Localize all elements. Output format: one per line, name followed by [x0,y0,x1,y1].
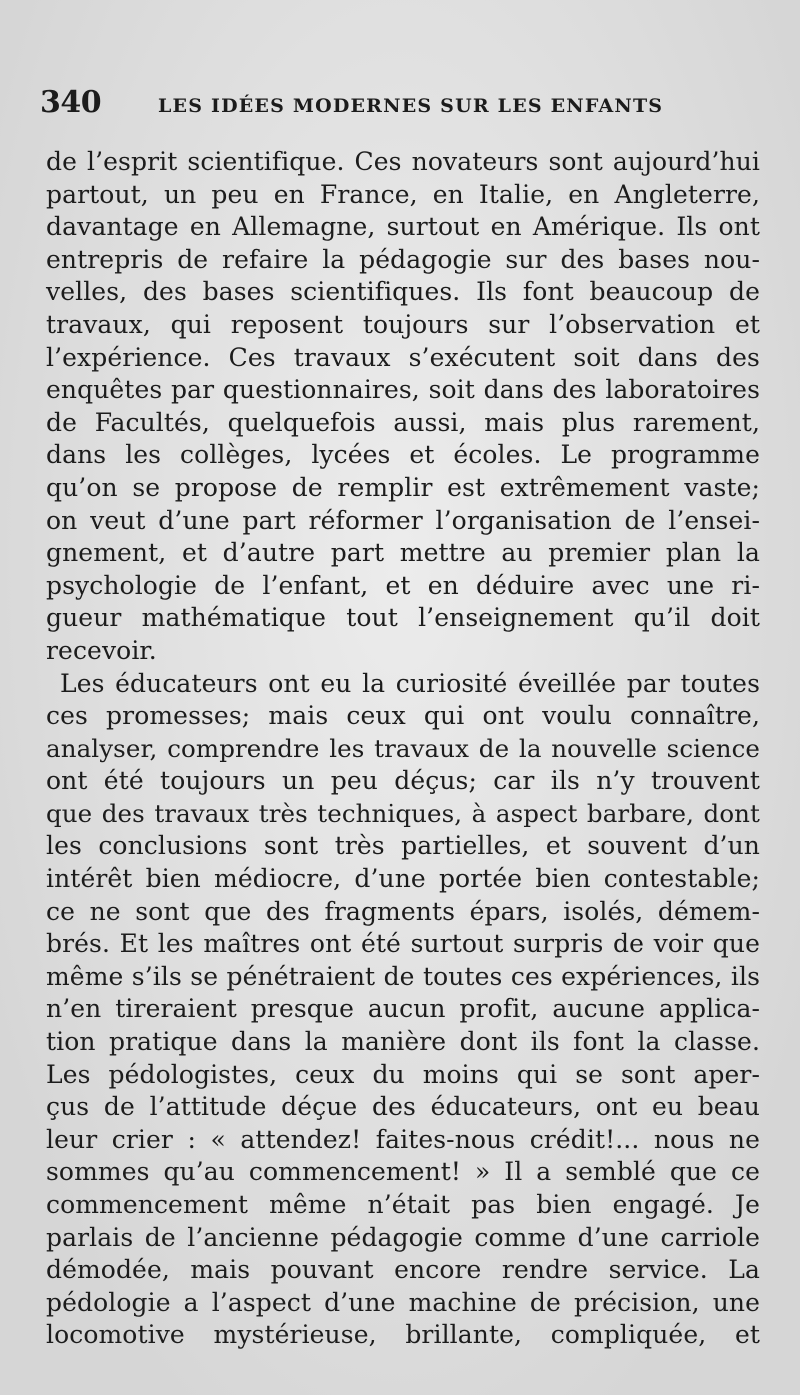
text-line: tion pratique dans la manière dont ils font la classe. [46,1027,760,1057]
text-line: de Facultés, quelquefois aussi, mais plus rarement, [46,407,760,437]
page-header [40,86,760,126]
text-line: on veut d’une part réformer l’organisation de l’ensei- [46,505,760,535]
text-line: même s’ils se pénétraient de toutes ces expériences, ils [46,961,760,991]
text-line: recevoir. [46,635,157,665]
text-line: dans les collèges, lycées et écoles. Le programme [46,440,760,470]
text-line: commencement même n’était pas bien engagé. Je [46,1190,760,1219]
text-line: psychologie de l’enfant, et en déduire avec une ri- [46,570,760,600]
text-line: n’en tireraient presque aucun profit, aucune applica- [46,994,760,1024]
text-line: intérêt bien médiocre, d’une portée bien contestable; [46,864,760,894]
text-line: l’expérience. Ces travaux s’exécutent soit dans des [46,342,760,372]
text-line: ces promesses; mais ceux qui ont voulu connaître, [46,701,760,731]
text-line: çus de l’attitude déçue des éducateurs, ont eu beau [46,1092,760,1122]
text-line: pédologie a l’aspect d’une machine de précision, une [46,1287,760,1317]
text-line: gnement, et d’autre part mettre au premier plan la [46,538,760,568]
text-line: Les pédologistes, ceux du moins qui se sont aper- [46,1059,760,1089]
text-line: locomotive mystérieuse, brillante, compliquée, et [46,1320,760,1350]
text-line: ce ne sont que des fragments épars, isolés, démem- [46,896,760,926]
text-line: gueur mathématique tout l’enseignement qu’il doit [46,603,760,633]
text-line: qu’on se propose de remplir est extrêmement vaste; [46,472,760,502]
text-line: Les éducateurs ont eu la curiosité éveillée par toutes [60,668,760,698]
text-line: partout, un peu en France, en Italie, en Angleterre, [46,179,760,209]
text-line: sommes qu’au commencement! » Il a semblé que ce [46,1157,760,1187]
page-number: 340 [40,85,102,120]
text-line: davantage en Allemagne, surtout en Amérique. Ils ont [46,212,760,242]
running-title: LES IDÉES MODERNES SUR LES ENFANTS [158,95,664,117]
text-line: parlais de l’ancienne pédagogie comme d’une carriole [46,1222,760,1252]
text-line: démodée, mais pouvant encore rendre service. La [46,1255,760,1285]
text-line: les conclusions sont très partielles, et souvent d’un [46,831,760,861]
text-line: enquêtes par questionnaires, soit dans des laboratoires [46,375,760,405]
text-line: que des travaux très techniques, à aspect barbare, dont [46,798,760,828]
text-line: velles, des bases scientifiques. Ils font beaucoup de [46,277,760,307]
text-line: brés. Et les maîtres ont été surtout surpris de voir que [46,929,760,959]
text-line: ont été toujours un peu déçus; car ils n’y trouvent [46,766,760,796]
text-line: travaux, qui reposent toujours sur l’observation et [46,309,760,339]
text-line: entrepris de refaire la pédagogie sur des bases nou- [46,244,760,274]
text-line: leur crier : « attendez! faites-nous crédit!... nous ne [46,1124,760,1154]
text-line: de l’esprit scientifique. Ces novateurs sont aujourd’hui [46,147,760,176]
text-line: analyser, comprendre les travaux de la nouvelle science [46,733,760,763]
body-text [46,146,760,1352]
